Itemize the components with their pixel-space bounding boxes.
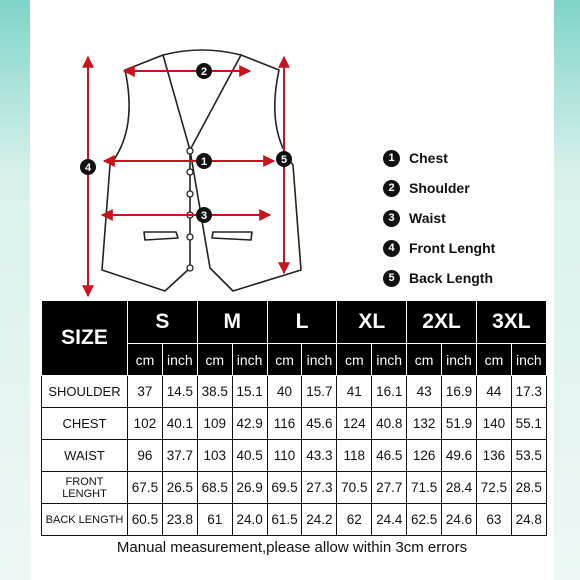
- size-3xl-header: 3XL: [476, 301, 546, 344]
- table-cell: 28.5: [511, 472, 546, 504]
- diagram-marker-2: [196, 63, 212, 79]
- vest-button: [187, 148, 193, 154]
- table-cell: 40.5: [232, 440, 267, 472]
- vest-outline: [102, 50, 301, 291]
- svg-text:1: 1: [200, 156, 208, 168]
- unit-cm-header: cm: [476, 344, 511, 376]
- table-cell: 55.1: [511, 408, 546, 440]
- table-row-shoulder: [42, 376, 547, 408]
- row-label: BACK LENGTH: [42, 504, 128, 536]
- table-cell: 17.3: [511, 376, 546, 408]
- table-cell: 126: [407, 440, 442, 472]
- legend-number-badge: 2: [383, 180, 400, 197]
- left-background-edge: [0, 0, 30, 580]
- table-cell: 24.2: [302, 504, 337, 536]
- table-cell: 28.4: [442, 472, 477, 504]
- diagram-marker-1: [196, 153, 212, 169]
- table-cell: 27.7: [372, 472, 407, 504]
- table-cell: 136: [476, 440, 511, 472]
- size-s-header: S: [128, 301, 198, 344]
- unit-inch-header: inch: [511, 344, 546, 376]
- svg-text:2: 2: [200, 66, 208, 78]
- unit-inch-header: inch: [232, 344, 267, 376]
- size-header: SIZE: [42, 301, 128, 376]
- table-cell: 40.1: [162, 408, 197, 440]
- table-cell: 124: [337, 408, 372, 440]
- legend-item-front-length: [383, 233, 495, 263]
- table-row-front-length: [42, 472, 547, 504]
- row-label: CHEST: [42, 408, 128, 440]
- measurement-legend: [383, 143, 495, 293]
- legend-label: Shoulder: [409, 180, 470, 196]
- table-cell: 109: [197, 408, 232, 440]
- right-background-edge: [554, 0, 580, 580]
- table-cell: 63: [476, 504, 511, 536]
- row-label: FRONT LENGHT: [42, 472, 128, 504]
- size-xl-header: XL: [337, 301, 407, 344]
- legend-label: Waist: [409, 210, 446, 226]
- table-cell: 70.5: [337, 472, 372, 504]
- table-cell: 42.9: [232, 408, 267, 440]
- table-cell: 23.8: [162, 504, 197, 536]
- table-cell: 24.0: [232, 504, 267, 536]
- table-cell: 61.5: [267, 504, 302, 536]
- table-cell: 140: [476, 408, 511, 440]
- legend-label: Front Lenght: [409, 240, 496, 256]
- table-cell: 24.6: [442, 504, 477, 536]
- table-cell: 24.8: [511, 504, 546, 536]
- legend-number-badge: 1: [383, 150, 400, 167]
- diagram-marker-4: [80, 159, 96, 175]
- legend-number-badge: 3: [383, 210, 400, 227]
- table-cell: 26.5: [162, 472, 197, 504]
- table-row-chest: [42, 408, 547, 440]
- unit-inch-header: inch: [442, 344, 477, 376]
- table-cell: 67.5: [128, 472, 163, 504]
- legend-number-badge: 4: [383, 240, 400, 257]
- table-cell: 15.7: [302, 376, 337, 408]
- table-cell: 53.5: [511, 440, 546, 472]
- legend-item-waist: [383, 203, 495, 233]
- table-cell: 40: [267, 376, 302, 408]
- table-row-waist: [42, 440, 547, 472]
- unit-inch-header: inch: [372, 344, 407, 376]
- vest-button: [187, 191, 193, 197]
- table-cell: 62.5: [407, 504, 442, 536]
- svg-text:4: 4: [84, 162, 92, 174]
- table-cell: 27.3: [302, 472, 337, 504]
- measurement-note: Manual measurement,please allow within 3cm errors: [116, 539, 468, 556]
- table-cell: 43: [407, 376, 442, 408]
- size-chart-card: [30, 0, 554, 580]
- table-cell: 96: [128, 440, 163, 472]
- table-cell: 62: [337, 504, 372, 536]
- legend-label: Chest: [409, 150, 448, 166]
- size-2xl-header: 2XL: [407, 301, 477, 344]
- unit-inch-header: inch: [302, 344, 337, 376]
- diagram-marker-5: [276, 151, 292, 167]
- table-cell: 132: [407, 408, 442, 440]
- vest-button: [187, 234, 193, 240]
- table-cell: 38.5: [197, 376, 232, 408]
- unit-cm-header: cm: [407, 344, 442, 376]
- table-cell: 46.5: [372, 440, 407, 472]
- table-cell: 110: [267, 440, 302, 472]
- table-cell: 103: [197, 440, 232, 472]
- legend-label: Back Length: [409, 270, 494, 286]
- size-m-header: M: [197, 301, 267, 344]
- table-cell: 24.4: [372, 504, 407, 536]
- table-cell: 72.5: [476, 472, 511, 504]
- unit-cm-header: cm: [337, 344, 372, 376]
- table-cell: 51.9: [442, 408, 477, 440]
- table-cell: 26.9: [232, 472, 267, 504]
- table-cell: 49.6: [442, 440, 477, 472]
- table-cell: 69.5: [267, 472, 302, 504]
- diagram-marker-3: [196, 207, 212, 223]
- vest-button: [187, 169, 193, 175]
- table-cell: 15.1: [232, 376, 267, 408]
- unit-cm-header: cm: [197, 344, 232, 376]
- table-cell: 14.5: [162, 376, 197, 408]
- table-cell: 37.7: [162, 440, 197, 472]
- size-l-header: L: [267, 301, 337, 344]
- table-cell: 60.5: [128, 504, 163, 536]
- table-cell: 37: [128, 376, 163, 408]
- legend-item-shoulder: [383, 173, 495, 203]
- unit-cm-header: cm: [267, 344, 302, 376]
- table-row-back-length: [42, 504, 547, 536]
- table-cell: 68.5: [197, 472, 232, 504]
- table-cell: 116: [267, 408, 302, 440]
- table-cell: 118: [337, 440, 372, 472]
- table-cell: 71.5: [407, 472, 442, 504]
- table-cell: 44: [476, 376, 511, 408]
- vest-button: [187, 265, 193, 271]
- table-cell: 41: [337, 376, 372, 408]
- table-cell: 43.3: [302, 440, 337, 472]
- row-label: WAIST: [42, 440, 128, 472]
- svg-text:3: 3: [200, 210, 208, 222]
- unit-inch-header: inch: [162, 344, 197, 376]
- unit-cm-header: cm: [128, 344, 163, 376]
- table-cell: 102: [128, 408, 163, 440]
- legend-item-chest: [383, 143, 495, 173]
- table-cell: 40.8: [372, 408, 407, 440]
- table-cell: 45.6: [302, 408, 337, 440]
- size-chart-table: [41, 300, 547, 536]
- legend-number-badge: 5: [383, 270, 400, 287]
- row-label: SHOULDER: [42, 376, 128, 408]
- table-cell: 61: [197, 504, 232, 536]
- table-cell: 16.1: [372, 376, 407, 408]
- table-cell: 16.9: [442, 376, 477, 408]
- legend-item-back-length: [383, 263, 495, 293]
- svg-text:5: 5: [280, 154, 288, 166]
